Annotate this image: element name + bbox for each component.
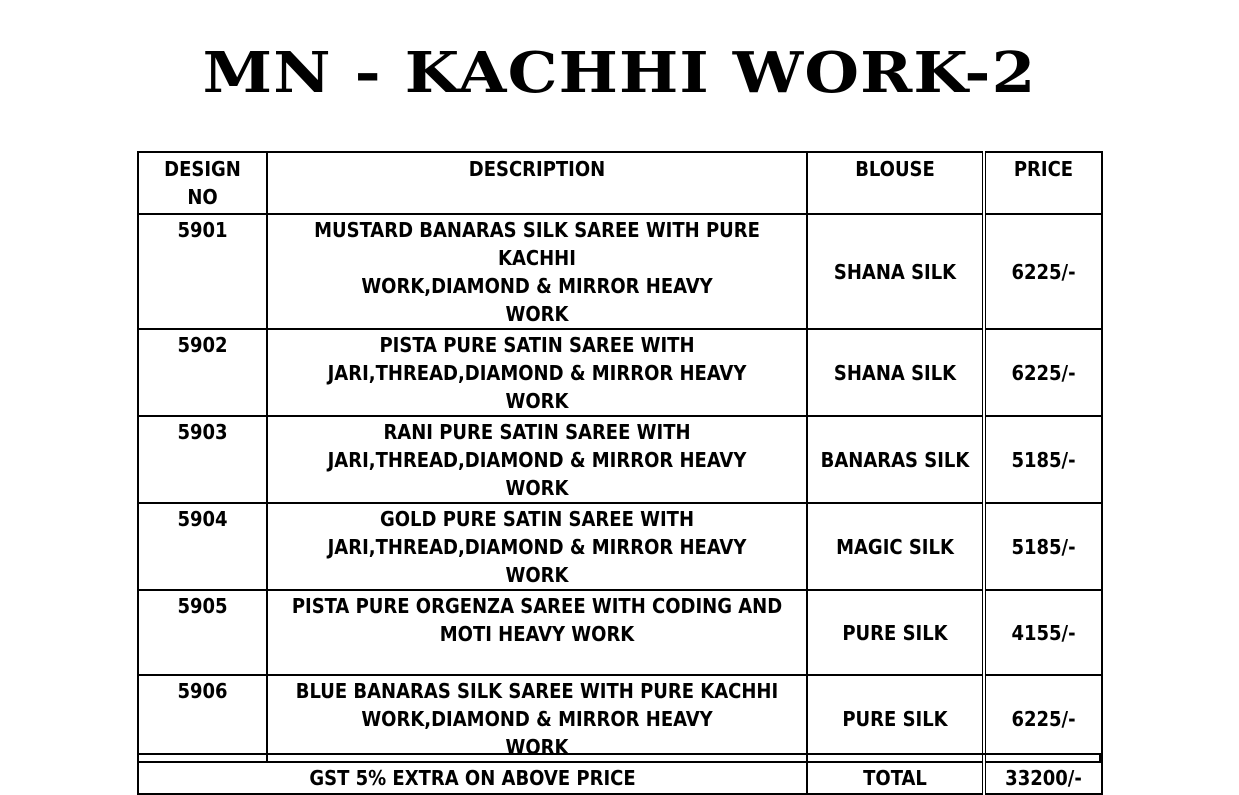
blouse-cell: SHANA SILK (807, 214, 984, 329)
description-line: WORK (505, 476, 569, 500)
header-design-line1: DESIGN (164, 157, 241, 181)
page-title: MN - KACHHI WORK-2 (202, 40, 1037, 106)
total-value: 33200/- (984, 762, 1102, 794)
description-cell (267, 329, 807, 416)
table-row (138, 590, 1102, 675)
table-row (138, 416, 1102, 503)
blouse-cell: MAGIC SILK (807, 503, 984, 590)
header-design-no (138, 152, 267, 214)
price-cell: 6225/- (984, 214, 1102, 329)
description-line: WORK (505, 302, 569, 326)
description-line: BLUE BANARAS SILK SAREE WITH PURE KACHHI (295, 679, 779, 703)
table-footer-row (138, 762, 1102, 794)
description-line: WORK,DIAMOND & MIRROR HEAVY (361, 274, 713, 298)
description-line: PISTA PURE ORGENZA SAREE WITH CODING AND (291, 594, 783, 618)
description-line: PISTA PURE SATIN SAREE WITH (379, 333, 695, 357)
description-cell (267, 675, 807, 762)
design-no-cell: 5906 (138, 675, 267, 762)
description-line: RANI PURE SATIN SAREE WITH (383, 420, 691, 444)
price-table (137, 151, 1103, 795)
design-no-cell: 5901 (138, 214, 267, 329)
blouse-cell: PURE SILK (807, 590, 984, 675)
description-line: MOTI HEAVY WORK (439, 622, 635, 646)
header-blouse: BLOUSE (807, 152, 984, 214)
description-line: WORK,DIAMOND & MIRROR HEAVY (361, 707, 713, 731)
design-no-cell: 5904 (138, 503, 267, 590)
description-cell (267, 416, 807, 503)
price-cell: 6225/- (984, 675, 1102, 762)
description-line: JARI,THREAD,DIAMOND & MIRROR HEAVY (327, 448, 747, 472)
header-description: DESCRIPTION (267, 152, 807, 214)
design-no-cell: 5902 (138, 329, 267, 416)
price-cell: 6225/- (984, 329, 1102, 416)
description-line: JARI,THREAD,DIAMOND & MIRROR HEAVY (327, 361, 747, 385)
design-no-cell: 5903 (138, 416, 267, 503)
description-cell (267, 590, 807, 675)
description-line: WORK (505, 389, 569, 413)
blouse-cell: BANARAS SILK (807, 416, 984, 503)
description-line: MUSTARD BANARAS SILK SAREE WITH PURE KACHHI (314, 218, 760, 270)
description-line: WORK (505, 563, 569, 587)
header-price: PRICE (984, 152, 1102, 214)
table-row (138, 675, 1102, 762)
blouse-cell: SHANA SILK (807, 329, 984, 416)
table-header-row (138, 152, 1102, 214)
description-cell (267, 503, 807, 590)
table-continuation (137, 753, 1101, 761)
price-cell: 4155/- (984, 590, 1102, 675)
design-no-cell: 5905 (138, 590, 267, 675)
header-design-line2: NO (187, 185, 218, 209)
price-cell: 5185/- (984, 416, 1102, 503)
gst-note: GST 5% EXTRA ON ABOVE PRICE (138, 762, 807, 794)
description-line: WORK (505, 735, 569, 759)
description-line: JARI,THREAD,DIAMOND & MIRROR HEAVY (327, 535, 747, 559)
table-row (138, 214, 1102, 329)
description-cell (267, 214, 807, 329)
blouse-cell: PURE SILK (807, 675, 984, 762)
total-label: TOTAL (807, 762, 984, 794)
table-row (138, 329, 1102, 416)
description-line: GOLD PURE SATIN SAREE WITH (379, 507, 694, 531)
table-row (138, 503, 1102, 590)
price-cell: 5185/- (984, 503, 1102, 590)
